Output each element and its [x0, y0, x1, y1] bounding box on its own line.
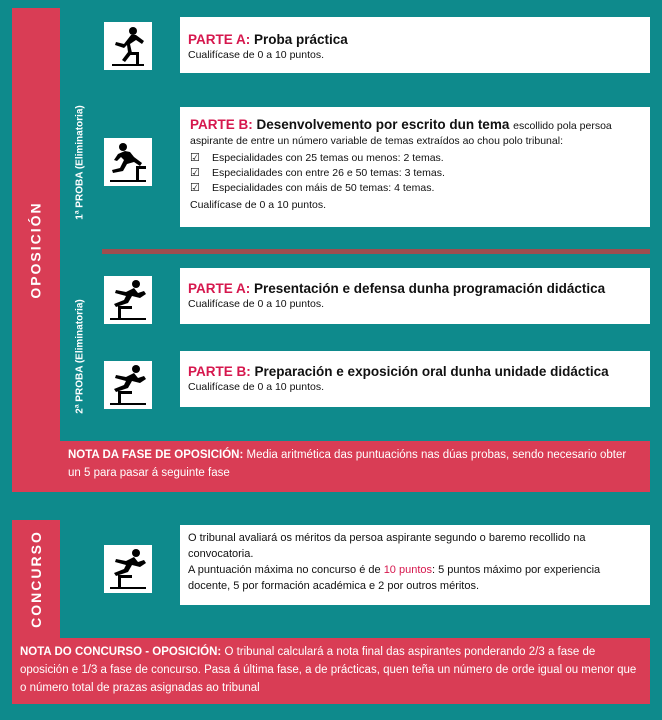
- proba2-parte-b-heading: Preparación e exposición oral dunha unidade didáctica: [254, 364, 609, 379]
- proba2-parte-b-prefix: PARTE B:: [188, 364, 251, 379]
- proba2-parte-a-heading: Presentación e defensa dunha programación didáctica: [254, 281, 606, 296]
- proba1-parte-b-intro-block: [190, 116, 642, 149]
- hurdle-jumper-icon-svg: [106, 24, 150, 68]
- proba1-parte-b-list: [190, 151, 642, 196]
- proba1-label: 1ª PROBA (Eliminatoria): [74, 104, 86, 220]
- concurso-sidebar: [12, 520, 60, 638]
- list-item: ☑ Especialidades con entre 26 e 50 temas: 3 temas.: [190, 167, 445, 179]
- hurdle-jumper-icon: [104, 545, 152, 593]
- proba1-parte-a-title: [188, 31, 642, 48]
- checkbox-icon: ☑: [190, 182, 200, 194]
- nota-final-box: [12, 638, 650, 704]
- proba2-parte-b-score: Cualifícase de 0 a 10 puntos.: [188, 381, 325, 393]
- proba1-label-wrap: [62, 92, 98, 232]
- concurso-box: [180, 525, 650, 605]
- concurso-text1: O tribunal avaliará os méritos da persoa aspirante segundo o baremo recollido na convocatoria.: [188, 532, 586, 560]
- proba1-parte-b-box: [180, 107, 650, 227]
- proba2-parte-b-box: [180, 351, 650, 407]
- proba1-parte-a-prefix: PARTE A:: [188, 32, 251, 47]
- proba1-parte-b-title: [190, 117, 513, 132]
- nota-oposicion-text: Media aritmética das puntuacións nas dúas probas, sendo necesario obter un 5 para pasar á seguinte fase: [68, 449, 627, 479]
- oposicion-sidebar: [12, 8, 60, 492]
- hurdle-jumper-icon: [104, 276, 152, 324]
- proba1-parte-b-heading: Desenvolvemento por escrito dun tema: [256, 117, 510, 132]
- proba2-parte-a-score: Cualifícase de 0 a 10 puntos.: [188, 298, 325, 310]
- hurdle-jumper-icon: [104, 361, 152, 409]
- list-item: ☑ Especialidades con 25 temas ou menos: 2 temas.: [190, 152, 444, 164]
- proba2-parte-b-title: [188, 363, 642, 380]
- nota-final-label: NOTA DO CONCURSO - OPOSICIÓN:: [20, 646, 222, 658]
- proba2-parte-a-title: [188, 280, 642, 297]
- proba2-parte-a-prefix: PARTE A:: [188, 281, 251, 296]
- proba1-parte-b-score: Cualifícase de 0 a 10 puntos.: [190, 199, 327, 211]
- nota-oposicion-label: NOTA DA FASE DE OPOSICIÓN:: [68, 449, 244, 461]
- nota-final-text: O tribunal calculará a nota final das aspirantes ponderando 2/3 a fase de oposición e 1/3 a fase de concurso. Pasa á última fase, a de prácticas, quen teña un número de orde igual ou menor que o número total de prazas asignadas ao tribunal: [20, 646, 637, 694]
- checkbox-icon: ☑: [190, 152, 200, 164]
- proba2-label: 2ª PROBA (Eliminatoria): [74, 298, 86, 414]
- proba1-parte-a-heading: Proba práctica: [254, 32, 348, 47]
- concurso-text2: A puntuación máxima no concurso é de 10 puntos: 5 puntos máximo por experiencia docente, 5 por formación académica e 2 por outros méritos.: [188, 564, 601, 592]
- proba1-parte-b-intro: escollido pola persoa aspirante de entre un número variable de temas extraídos ao chou polo tribunal:: [190, 120, 612, 147]
- proba1-parte-b-prefix: PARTE B:: [190, 117, 253, 132]
- hurdle-jumper-icon: [104, 22, 152, 70]
- concurso-label: CONCURSO: [28, 530, 45, 628]
- nota-oposicion-box: [60, 441, 650, 492]
- proba1-parte-a-score: Cualifícase de 0 a 10 puntos.: [188, 49, 325, 61]
- proba2-label-wrap: [62, 276, 98, 436]
- proba1-parte-a-box: [180, 17, 650, 73]
- proba2-parte-a-box: [180, 268, 650, 324]
- list-item: ☑ Especialidades con máis de 50 temas: 4 temas.: [190, 182, 435, 194]
- checkbox-icon: ☑: [190, 167, 200, 179]
- oposicion-label: OPOSICIÓN: [28, 201, 45, 299]
- concurso-max-points: 10 puntos: [383, 564, 433, 576]
- hurdle-jumper-icon: [104, 138, 152, 186]
- proba-divider: [102, 249, 650, 254]
